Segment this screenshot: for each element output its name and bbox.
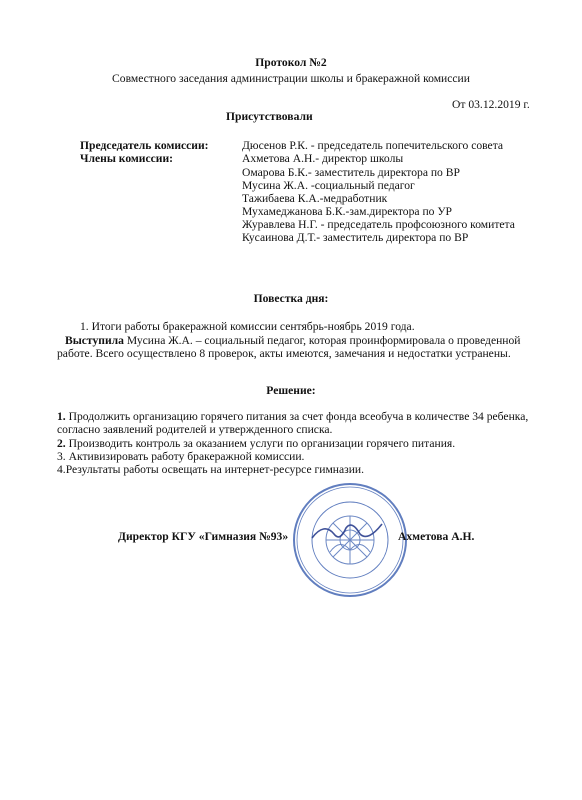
- chair-label: Председатель комиссии:: [80, 139, 209, 152]
- speaker-line-continued: работе. Всего осуществлено 8 проверок, акты имеются, замечания и недостатки устранены.: [57, 347, 511, 360]
- member-item: Журавлева Н.Г. - председатель профсоюзного комитета: [242, 218, 515, 231]
- decision-text: Продолжить организацию горячего питания за счет фонда всеобуча в количестве 34 ребенка,: [65, 410, 529, 423]
- decision-heading: Решение:: [266, 384, 316, 397]
- decision-number: 2.: [57, 437, 66, 450]
- member-item: Омарова Б.К.- заместитель директора по ВР: [242, 166, 460, 179]
- member-item: Тажибаева К.А.-медработник: [242, 192, 388, 205]
- decision-4: 4.Результаты работы освещать на интернет-ресурсе гимназии.: [57, 463, 365, 476]
- present-heading: Присутствовали: [226, 110, 313, 123]
- members-label: Члены комиссии:: [80, 152, 173, 165]
- signature-mark: [312, 524, 382, 538]
- member-item: Мусина Ж.А. -социальный педагог: [242, 179, 415, 192]
- decision-1-continued: согласно заявлений родителей и утвержденного списка.: [57, 423, 333, 436]
- decision-3: 3. Активизировать работу бракеражной комиссии.: [57, 450, 305, 463]
- speaker-line: [65, 334, 521, 347]
- decision-1: [57, 410, 528, 423]
- agenda-item: 1. Итоги работы бракеражной комиссии сентябрь-ноябрь 2019 года.: [80, 320, 415, 333]
- decision-2: [57, 437, 455, 450]
- signature-name: Ахметова А.Н.: [398, 530, 475, 543]
- decision-text: Производить контроль за оказанием услуги по организации горячего питания.: [65, 437, 456, 450]
- member-item: Кусаинова Д.Т.- заместитель директора по ВР: [242, 231, 469, 244]
- stamp-emblem-icon: [326, 516, 374, 564]
- protocol-title: Протокол №2: [255, 56, 327, 69]
- member-item: Ахметова А.Н.- директор школы: [242, 152, 404, 165]
- protocol-date: От 03.12.2019 г.: [452, 98, 530, 111]
- member-item: Мухамеджанова Б.К.-зам.директора по УР: [242, 205, 453, 218]
- stamp-seal: [290, 480, 410, 600]
- protocol-subtitle: Совместного заседания администрации школы и бракеражной комиссии: [112, 72, 470, 85]
- spoke-text: Мусина Ж.А. – социальный педагог, которая проинформировала о проведенной: [123, 334, 521, 347]
- signature-position: Директор КГУ «Гимназия №93»: [118, 530, 289, 543]
- member-item: Дюсенов Р.К. - председатель попечительского совета: [242, 139, 504, 152]
- agenda-heading: Повестка дня:: [253, 292, 329, 305]
- spoke-label: Выступила: [65, 334, 124, 347]
- decision-number: 1.: [57, 410, 66, 423]
